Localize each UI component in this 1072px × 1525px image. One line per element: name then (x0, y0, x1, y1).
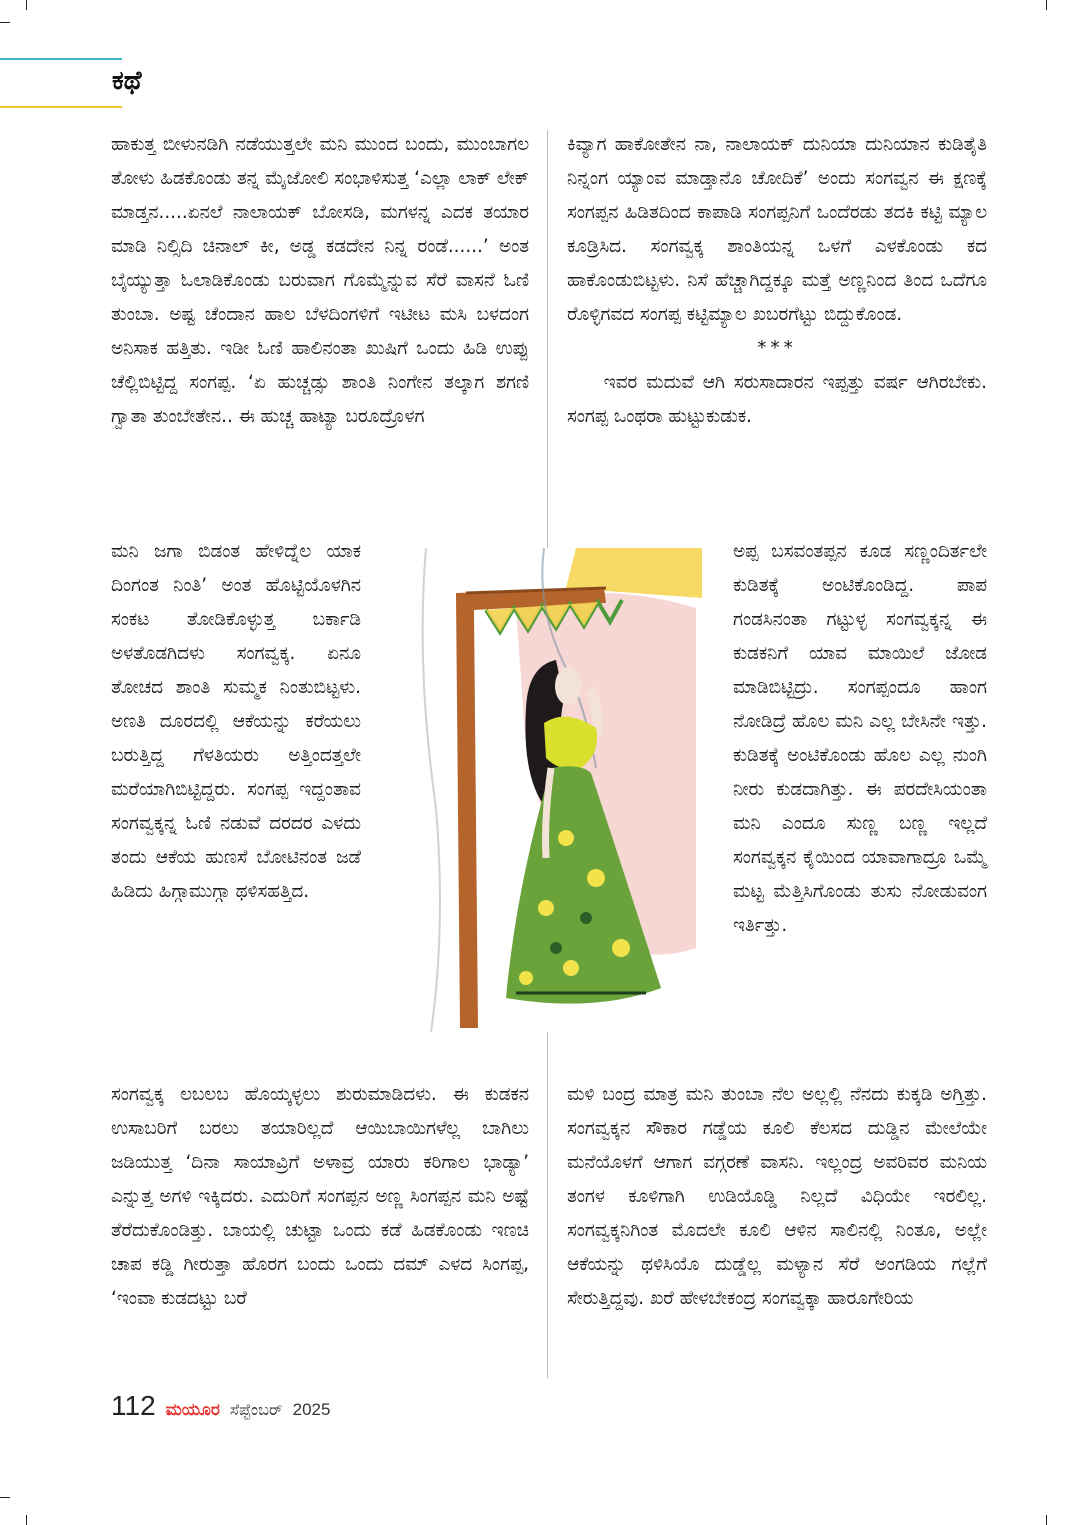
right-column-bottom (567, 1078, 987, 1316)
left-paragraph-bottom: ಸಂಗವ್ವಕ್ಕ ಲಬಲಬ ಹೊಯ್ಕಳ್ಳಲು ಶುರುಮಾಡಿದಳು. ಈ ಕುಡಕನ ಉಸಾಬರಿಗೆ ಬರಲು ತಯಾರಿಲ್ಲದೆ ಆಯಿಬಾಯಿಗಳೆಲ್ಲ ಬಾಗಿಲು ಜಡಿಯುತ್ತ ‘ದಿನಾ ಸಾಯಾವ್ರಿಗೆ ಅಳಾವ್ರ ಯಾರು ಕರಿಗಾಲ ಭಾಡ್ಯಾ’ ಎನ್ನುತ್ತ ಅಗಳಿ ಇಕ್ಕಿದರು. ಎದುರಿಗೆ ಸಂಗಪ್ಪನ ಅಣ್ಣ ಸಿಂಗಪ್ಪನ ಮನಿ ಅಷ್ಟೆ ತೆರೆದುಕೊಂಡಿತ್ತು. ಬಾಯಲ್ಲಿ ಚುಟ್ಟಾ ಒಂದು ಕಡೆ ಹಿಡಕೊಂಡು ಇಣಚಿ ಚಾಪ ಕಡ್ಡಿ ಗೀರುತ್ತಾ ಹೊರಗ ಬಂದು ಒಂದು ದಮ್ ಎಳದ ಸಿಂಗಪ್ಪ, ‘ಇಂವಾ ಕುಡದಟ್ಟು ಬರೆ (111, 1084, 529, 1309)
crop-mark (26, 1515, 27, 1525)
section-label: ಕಥೆ (112, 66, 142, 96)
crop-mark (0, 1497, 10, 1498)
crop-mark (1046, 0, 1047, 10)
left-column-top (111, 128, 529, 434)
crop-mark (0, 22, 10, 23)
left-column-bottom (111, 1078, 529, 1316)
story-illustration (396, 548, 702, 1032)
right-column-top (567, 128, 987, 434)
left-paragraph-top: ಹಾಕುತ್ತ ಬೀಳುನಡಿಗಿ ನಡೆಯುತ್ತಲೇ ಮನಿ ಮುಂದ ಬಂದು, ಮುಂಬಾಗಲ ತೋಳು ಹಿಡಕೊಂಡು ತನ್ನ ಮೈಜೋಲಿ ಸಂಭಾಳಿಸುತ್ತ ‘ಎಲ್ಲಾ ಲಾಕ್ ಲೇಕ್ ಮಾಡ್ತನ.....ಏನಲೆ ನಾಲಾಯಕ್ ಬೋಸಡಿ, ಮಗಳನ್ನ ಎದಕ ತಯಾರ ಮಾಡಿ ನಿಲ್ಸಿದಿ ಚಿನಾಲ್ ಕೀ, ಅಡ್ಡ ಕಡದೇನ ನಿನ್ನ ರಂಡೆ......’ ಅಂತ ಬೈಯ್ಯುತ್ತಾ ಓಲಾಡಿಕೊಂಡು ಬರುವಾಗ ಗೊಮ್ಮೆನ್ನುವ ಸೆರೆ ವಾಸನೆ ಓಣಿ ತುಂಬಾ. ಅಷ್ಟ ಚೆಂದಾನ ಹಾಲ ಬೆಳದಿಂಗಳಿಗೆ ಇಟೀಟ ಮಸಿ ಬಳದಂಗ ಅನಿಸಾಕ ಹತ್ತಿತು. ಇಡೀ ಓಣಿ ಹಾಲಿನಂತಾ ಖುಷಿಗೆ ಒಂದು ಹಿಡಿ ಉಪ್ಪು ಚೆಲ್ಲಿಬಿಟ್ಟಿದ್ದ ಸಂಗಪ್ಪ. ‘ಏ ಹುಚ್ಚಡ್ಸು ಶಾಂತಿ ನಿಂಗೇನ ತಲ್ಕಾಗ ಶಗಣಿ ಗ್ವಾತಾ ತುಂಬೇತೇನ.. ಈ ಹುಚ್ಚ ಹಾಟ್ಯಾ ಬರೂದ್ರೊಳಗ (111, 134, 529, 427)
section-break-stars: *** (757, 338, 797, 359)
right-paragraph-2: ಇವರ ಮದುವೆ ಆಗಿ ಸರುಸಾದಾರನ ಇಪ್ಪತ್ತು ವರ್ಷ ಆಗಿರಬೇಕು. ಸಂಗಪ್ಪ ಒಂಥರಾ ಹುಟ್ಟುಕುಡುಕ. (567, 372, 987, 427)
section-rule-bottom (0, 106, 122, 108)
right-paragraph-bottom: ಮಳಿ ಬಂದ್ರ ಮಾತ್ರ ಮನಿ ತುಂಬಾ ನೆಲ ಅಲ್ಲಲ್ಲಿ ನೆನದು ಕುಕ್ಕಡಿ ಅಗ್ತಿತ್ತು. ಸಂಗವ್ವಕ್ಕನ ಸೌಕಾರ ಗಡ್ಡೆಯ ಕೂಲಿ ಕೆಲಸದ ದುಡ್ಡಿನ ಮೇಲೆಯೇ ಮನೆಯೊಳಗೆ ಆಗಾಗ ವಗ್ಗರಣೆ ವಾಸನಿ. ಇಲ್ಲಂದ್ರ ಅವರಿವರ ಮನಿಯ ತಂಗಳ ಕೂಳಿಗಾಗಿ ಉಡಿಯೊಡ್ಡಿ ನಿಲ್ಲದೆ ವಿಧಿಯೇ ಇರಲಿಲ್ಲ. ಸಂಗವ್ವಕ್ಕನಿಗಿಂತ ಮೊದಲೇ ಕೂಲಿ ಆಳಿನ ಸಾಲಿನಲ್ಲಿ ನಿಂತೂ, ಅಲ್ಲೇ ಆಕೆಯನ್ನು ಥಳಿಸಿಯೊ ದುಡ್ಡೆಲ್ಲ ಮಳ್ಯಾನ ಸೆರೆ ಅಂಗಡಿಯ ಗಲ್ಲೆಗೆ ಸೇರುತ್ತಿದ್ದವು. ಖರೆ ಹೇಳಬೇಕಂದ್ರ ಸಂಗವ್ವಕ್ಕಾ ಹಾರೂಗೇರಿಯ (567, 1084, 987, 1309)
page-footer (111, 1390, 330, 1430)
page-number: 112 (111, 1390, 156, 1421)
crop-mark (26, 0, 27, 10)
right-paragraph-1: ಕಿವ್ಯಾಗ ಹಾಕೋತೇನ ನಾ, ನಾಲಾಯಕ್ ದುನಿಯಾ ದುನಿಯಾನ ಕುಡಿತೈತಿ ನಿನ್ನಂಗ ಯ್ಯಾಂವ ಮಾಡ್ತಾನೊ ಚೋದಿಕೆ’ ಅಂದು ಸಂಗವ್ವನ ಈ ಕ್ಷಣಕ್ಕೆ ಸಂಗಪ್ಪನ ಹಿಡಿತದಿಂದ ಕಾಪಾಡಿ ಸಂಗಪ್ಪನಿಗೆ ಒಂದೆರಡು ತದಕಿ ಕಟ್ಟಿ ಮ್ಯಾಲ ಕೂಡ್ರಿಸಿದ. ಸಂಗವ್ವಕ್ಕ ಶಾಂತಿಯನ್ನ ಒಳಗೆ ಎಳಕೊಂಡು ಕದ ಹಾಕೊಂಡುಬಿಟ್ಟಳು. ನಿಸೆ ಹೆಚ್ಚಾಗಿದ್ದಕ್ಕೂ ಮತ್ತೆ ಅಣ್ಣನಿಂದ ತಿಂದ ಒದೆಗೂ ರೊಳ್ಳಿಗವದ ಸಂಗಪ್ಪ ಕಟ್ಟಿಮ್ಯಾಲ ಖಬರಗೆಟ್ಟು ಬಿದ್ದುಕೊಂಡ. (567, 134, 987, 325)
magazine-name: ಮಯೂರ (165, 1400, 220, 1420)
right-column-narrow (733, 535, 987, 943)
crop-mark (1046, 1515, 1047, 1525)
left-column-narrow (111, 535, 361, 909)
issue-year: 2025 (292, 1400, 331, 1419)
right-paragraph-narrow: ಅಪ್ಪ ಬಸವಂತಪ್ಪನ ಕೂಡ ಸಣ್ಣಂದಿರ್ತಲೇ ಕುಡಿತಕ್ಕೆ ಅಂಟಿಕೊಂಡಿದ್ದ. ಪಾಪ ಗಂಡಸಿನಂತಾ ಗಟ್ಟುಳ್ಳ ಸಂಗವ್ವಕ್ಕನ್ನ ಈ ಕುಡಕನಿಗೆ ಯಾವ ಮಾಯಿಲೆ ಜೋಡ ಮಾಡಿಬಿಟ್ಟಿದ್ರು. ಸಂಗಪ್ಪಂದೂ ಹಾಂಗ ನೋಡಿದ್ರೆ ಹೊಲ ಮನಿ ಎಲ್ಲ ಬೇಸಿನೇ ಇತ್ತು. ಕುಡಿತಕ್ಕೆ ಅಂಟಿಕೊಂಡು ಹೊಲ ಎಲ್ಲ ನುಂಗಿ ನೀರು ಕುಡದಾಗಿತ್ತು. ಈ ಪರದೇಸಿಯಂತಾ ಮನಿ ಎಂದೂ ಸುಣ್ಣ ಬಣ್ಣ ಇಲ್ಲದೆ ಸಂಗವ್ವಕ್ಕನ ಕೈಯಿಂದ ಯಾವಾಗಾದ್ರೂ ಒಮ್ಮೆ ಮಟ್ಟ ಮೆತ್ತಿಸಿಗೊಂಡು ತುಸು ನೋಡುವಂಗ ಇರ್ತಿತ್ತು. (733, 541, 987, 936)
left-paragraph-narrow: ಮನಿ ಜಗಾ ಬಿಡಂತ ಹೇಳಿದ್ನೆಲ ಯಾಕ ದಿಂಗಂತ ನಿಂತಿ’ ಅಂತ ಹೊಟ್ಟಿಯೊಳಗಿನ ಸಂಕಟ ತೋಡಿಕೊಳ್ಳುತ್ತ ಬರ್ಕಾಡಿ ಅಳತೊಡಗಿದಳು ಸಂಗವ್ವಕ್ಕ. ಏನೂ ತೋಚದ ಶಾಂತಿ ಸುಮ್ಮಕ ನಿಂತುಬಿಟ್ಟಳು. ಅಣತಿ ದೂರದಲ್ಲಿ ಆಕೆಯನ್ನು ಕರೆಯಲು ಬರುತ್ತಿದ್ದ ಗೆಳತಿಯರು ಅತ್ತಿಂದತ್ತಲೇ ಮರೆಯಾಗಿಬಿಟ್ಟಿದ್ದರು. ಸಂಗಪ್ಪ ಇದ್ದಂತಾವ ಸಂಗವ್ವಕ್ಕನ್ನ ಓಣಿ ನಡುವೆ ದರದರ ಎಳದು ತಂದು ಆಕೆಯ ಹುಣಸೆ ಬೋಟಿನಂತ ಜಡೆ ಹಿಡಿದು ಹಿಗ್ಗಾಮುಗ್ಗಾ ಥಳಿಸಹತ್ತಿದ. (111, 541, 361, 902)
section-rule-top (0, 58, 122, 60)
issue-month: ಸೆಪ್ಟೆಂಬರ್ (229, 1400, 283, 1419)
watercolor-woman-in-doorway-illustration (396, 548, 702, 1032)
